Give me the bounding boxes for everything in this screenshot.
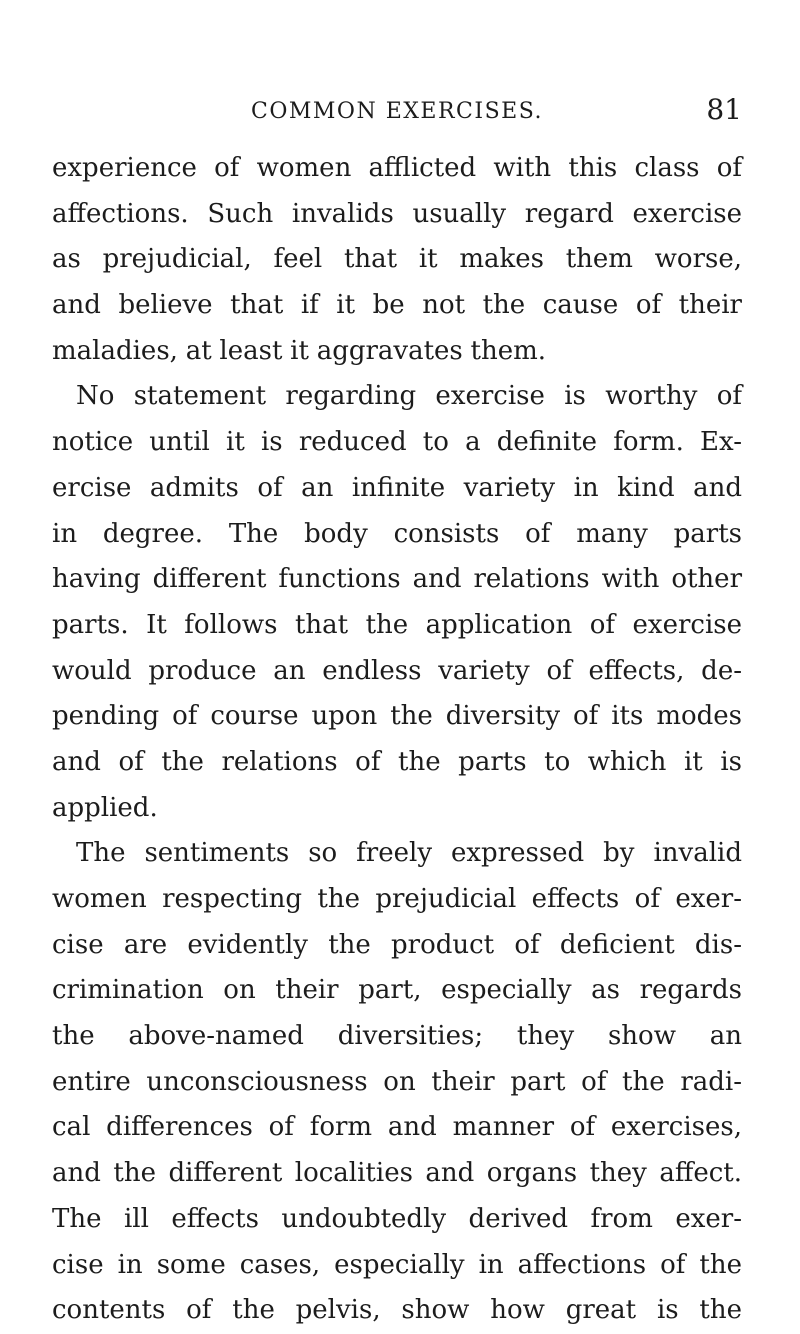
text-line: The ill effects undoubtedly derived from exer- [52,1203,742,1234]
text-line: No statement regarding exercise is worthy of [76,381,742,412]
text-line: affections. Such invalids usually regard exercise [52,198,742,229]
text-line: experience of women afflicted with this class of [52,153,742,183]
text-line: contents of the pelvis, show how great is the [52,1295,742,1326]
text-line: women respecting the prejudicial effects of exer- [52,884,742,914]
text-line: parts. It follows that the application of exercise [52,609,742,640]
text-line: The sentiments so freely expressed by invalid [76,838,742,869]
text-line: maladies, at least it aggravates them. [52,335,547,366]
text-line: as prejudicial, feel that it makes them worse, [52,244,742,275]
running-head-title: COMMON EXERCISES. [251,99,543,124]
running-head [52,93,742,133]
text-line: entire unconsciousness on their part of the radi- [52,1066,742,1097]
text-line: ercise admits of an infinite variety in kind and [52,472,742,503]
text-line: applied. [52,792,158,823]
text-line: cal differences of form and manner of exercises, [52,1112,742,1143]
text-line: the above-named diversities; they show an [52,1021,742,1052]
text-line: and the different localities and organs they affect. [52,1158,742,1189]
text-line: having different functions and relations with other [52,564,742,595]
text-line: cise in some cases, especially in affections of the [52,1249,742,1280]
text-line: and of the relations of the parts to which it is [52,746,742,777]
text-line: and believe that if it be not the cause of their [52,290,742,321]
page-number: 81 [706,93,742,126]
body-text [52,146,742,1334]
text-line: pending of course upon the diversity of its modes [52,701,742,732]
text-line: notice until it is reduced to a definite form. Ex- [52,427,742,458]
text-line: cise are evidently the product of deficient dis- [52,929,742,960]
text-line: crimination on their part, especially as regards [52,975,742,1006]
text-line: in degree. The body consists of many parts [52,518,742,549]
text-line: would produce an endless variety of effects, de- [52,655,742,686]
